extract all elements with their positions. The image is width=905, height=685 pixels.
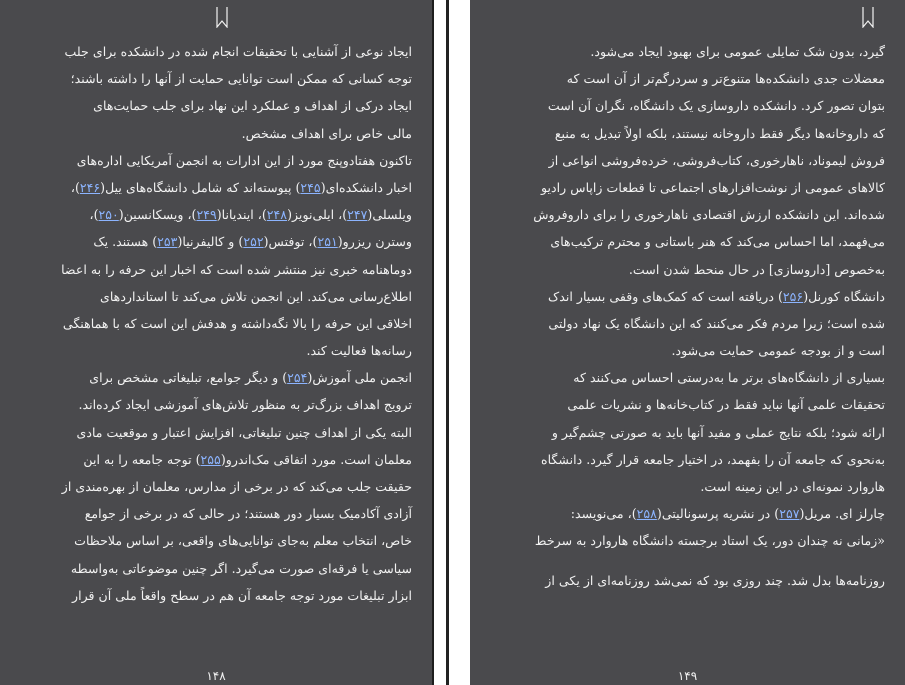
left-page-text: [28, 38, 412, 609]
footnote-link[interactable]: ۲۵۷: [779, 506, 800, 522]
footnote-link[interactable]: ۲۴۵: [300, 179, 321, 195]
footnote-link[interactable]: ۲۵۶: [782, 288, 804, 304]
footnote-link[interactable]: ۲۵۸: [636, 506, 657, 522]
text-line: روزنامه‌ها بدل شد. چند روزی بود که نمی‌شد روزنامه‌ای از یکی از: [545, 573, 885, 589]
text-line: تاکنون هفتادوپنج مورد از این ادارات به انجمن آمریکایی اداره‌های: [76, 152, 412, 168]
bookmark-icon[interactable]: [216, 6, 228, 28]
text-line: خاص، انتخاب معلم به‌جای توانایی‌های واقعی، بر اساس ملاحظات: [74, 533, 412, 549]
footnote-link[interactable]: ۲۴۷: [347, 207, 368, 223]
text-line: گیرد، بدون شک تمایلی عمومی برای بهبود ایجاد می‌شود.: [590, 44, 885, 59]
text-line: ترویج اهداف بزرگ‌تر به منظور تلاش‌های آموزشی ایجاد کرده‌اند.: [78, 397, 412, 413]
text-line: تحقیقات علمی آنها نباید فقط در کتاب‌خانه‌ها و نشریات علمی: [567, 397, 885, 413]
text-line: معلمان است. مورد اتفاقی مک‌اندرو(۲۵۵) توجه جامعه را به این: [83, 451, 412, 467]
page-divider: [446, 0, 449, 685]
text-line: ایجاد درکی از اهداف و عملکرد این نهاد برای جلب حمایت‌های: [93, 98, 412, 114]
footnote-link[interactable]: ۲۵۵: [200, 451, 221, 467]
text-line: دانشگاه کورنل(۲۵۶) دریافته است که کمک‌های وقفی بسیار اندک: [547, 288, 885, 304]
footnote-link[interactable]: ۲۴۸: [266, 207, 288, 223]
text-line: چارلز ای. مریل(۲۵۷) در نشریه پرسونالیتی(۲۵۸)، می‌نویسد:: [570, 506, 885, 522]
left-page: [0, 0, 434, 685]
text-line: هاروارد نمونه‌ای در این زمینه است.: [700, 479, 885, 494]
right-page: [470, 0, 905, 685]
text-line: ایجاد نوعی از آشنایی با تحقیقات انجام شده در دانشکده برای جلب: [64, 44, 412, 59]
footnote-link[interactable]: ۲۵۰: [98, 207, 119, 223]
text-line: که داروخانه‌ها دیگر فقط داروخانه نیستند، بلکه اولاً تبدیل به منبع: [554, 125, 885, 141]
text-line: بتوان تصور کرد. دانشکده داروسازی یک دانشگاه، نگران آن است: [547, 98, 885, 114]
text-line: کالاهای عمومی از نوشت‌افزارهای اجتماعی تا قطعات زاپاس رادیو: [541, 179, 885, 195]
footnote-link[interactable]: ۲۴۹: [196, 207, 217, 223]
footnote-link[interactable]: ۲۵۴: [287, 370, 308, 386]
text-line: اخلاقی این حرفه را بالا نگه‌داشته و هدفش این است که با هماهنگی: [62, 315, 412, 331]
footnote-link[interactable]: ۲۵۱: [317, 234, 338, 250]
text-line: به‌نحوی که جامعه آن را بفهمد، در اختیار جامعه قرار گیرد. دانشگاه: [540, 451, 885, 467]
footnote-link[interactable]: ۲۴۶: [79, 179, 101, 195]
text-line: ویلسلی(۲۴۷)، ایلی‌نویز(۲۴۸)، ایندیانا(۲۴۹)، ویسکانسین(۲۵۰)،: [89, 207, 412, 223]
text-line: ارائه شود؛ بلکه نتایج عملی و مفید آنها باید به صورتی چشم‌گیر و: [551, 424, 885, 440]
text-line: مالی خاص برای اهداف مشخص.: [241, 125, 412, 141]
text-line: به‌خصوص [داروسازی] در حال منحط شدن است.: [628, 261, 885, 277]
footnote-link[interactable]: ۲۵۲: [243, 234, 264, 250]
text-line: توجه کسانی که ممکن است توانایی حمایت از آنها را داشته باشند؛: [70, 71, 412, 87]
text-line: شده است؛ زیرا مردم فکر می‌کنند که این دانشگاه یک نهاد دولتی: [548, 315, 885, 331]
footnote-link[interactable]: ۲۵۳: [157, 234, 178, 250]
text-line: شده‌اند. این دانشکده ارزش اقتصادی ناهارخوری را برای داروفروش: [533, 207, 885, 223]
bookmark-icon[interactable]: [862, 6, 874, 28]
text-line: بسیاری از دانشگاه‌های برتر ما به‌درستی احساس می‌کنند که: [573, 370, 885, 386]
text-line: سیاسی یا فرقه‌ای صورت می‌گیرد. اگر چنین موضوعاتی به‌واسطه: [70, 560, 412, 576]
text-line: دوماهنامه خبری نیز منتشر شده است که اخبار این حرفه را به اعضا: [61, 261, 412, 277]
right-page-text: [498, 38, 885, 595]
text-line: آزادی آکادمیک بسیار دور هستند؛ در حالی که در برخی از جوامع: [84, 506, 412, 522]
text-line: می‌فهمد، اما احساس می‌کند که هنر باستانی و محترم ترکیب‌های: [550, 234, 885, 250]
text-line: ابزار تبلیغات مورد توجه جامعه آن هم در سطح واقعاً ملی آن قرار: [72, 587, 412, 603]
page-number: ۱۴۸: [206, 669, 226, 683]
page-number: ۱۴۹: [677, 669, 698, 683]
text-line: حقیقت جلب می‌کند که در برخی از مدارس، معلمان از بهره‌مندی از: [61, 479, 412, 494]
text-line: اخبار دانشکده‌ای(۲۴۵) پیوسته‌اند که شامل دانشگاه‌های ییل(۲۴۶)،: [70, 179, 412, 195]
text-line: اطلاع‌رسانی می‌کند. این انجمن تلاش می‌کند تا استانداردهای: [99, 288, 412, 304]
text-line: فروش لیموناد، ناهارخوری، کتاب‌فروشی، خرده‌فروشی انواعی از: [548, 152, 885, 168]
text-line: است و از بودجه عمومی حمایت می‌شود.: [671, 343, 885, 359]
text-line: البته یکی از اهداف چنین تبلیغاتی، افزایش اعتبار و موقعیت مادی: [76, 424, 412, 440]
text-line: «زمانی نه چندان دور، یک استاد برجسته دانشگاه هاروارد به سرخط: [534, 533, 885, 549]
text-line: انجمن ملی آموزش(۲۵۴) و دیگر جوامع، تبلیغاتی مشخص برای: [89, 370, 412, 386]
text-line: رسانه‌ها فعالیت کند.: [306, 343, 412, 359]
text-line: وسترن ریزرو(۲۵۱)، توفتس(۲۵۲) و کالیفرنیا(۲۵۳) هستند. یک: [93, 234, 412, 250]
text-line: معضلات جدی دانشکده‌ها متنوع‌تر و سردرگم‌تر از آن است که: [566, 71, 885, 87]
